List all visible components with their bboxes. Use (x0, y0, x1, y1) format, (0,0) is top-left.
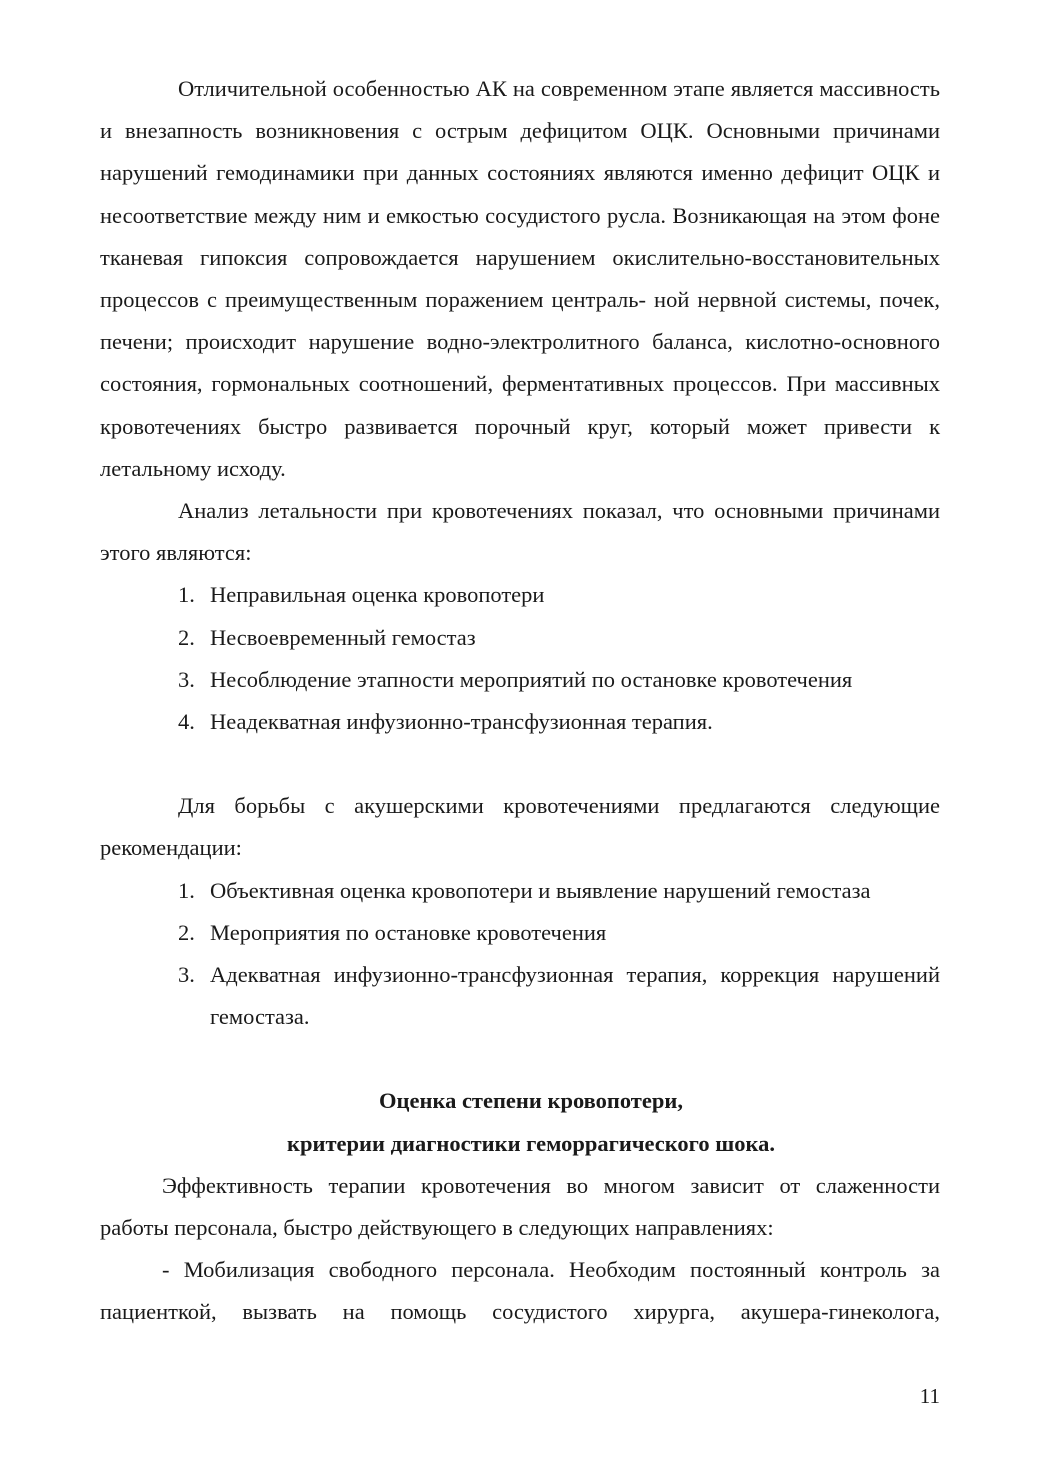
list-item-number: 2. (178, 919, 195, 945)
paragraph-recommendations: Для борьбы с акушерскими кровотечениями предлагаются следующие рекомендации: (100, 793, 940, 861)
list-item (100, 659, 940, 701)
list-item-text: Несоблюдение этапности мероприятий по остановке кровотечения (210, 666, 853, 692)
paragraph-lethality-analysis: Анализ летальности при кровотечениях показал, что основными причинами этого являются: (100, 498, 940, 566)
list-item-number: 4. (178, 709, 195, 735)
list-item-text: Неадекватная инфузионно-трансфузионная терапия. (210, 709, 713, 735)
lethality-causes-list (100, 574, 940, 743)
list-item (100, 701, 940, 743)
list-item-text: Несвоевременный гемостаз (210, 624, 476, 650)
paragraph-therapy-effectiveness: Эффективность терапии кровотечения во многом зависит от слаженности работы персонала, быстро действующего в следующих направлениях: (100, 1172, 940, 1241)
list-item (100, 870, 940, 912)
list-item-text: Неправильная оценка кровопотери (210, 582, 545, 608)
list-item-text: Мероприятия по остановке кровотечения (210, 919, 607, 945)
paragraph-staff-mobilization: - Мобилизация свободного персонала. Необходим постоянный контроль за пациенткой, вызвать на помощь сосудистого хирурга, акушера-гинеколога, (100, 1257, 940, 1325)
paragraph-intro: Отличительной особенностью АК на современном этапе является массивность и внезапность возникновения с острым дефицитом ОЦК. Основными причинами нарушений гемодинамики при данных состояниях являются именно дефицит ОЦК и несоответствие между ним и емкостью сосудистого русла. Возникающая на этом фоне тканевая гипоксия сопровождается нарушением окислительно-восстановительных процессов с преимущественным поражением централь- ной нервной системы, почек, печени; происходит нарушение водно-электролитного баланса, кислотно-основного состояния, гормональных соотношений, ферментативных процессов. При массивных кровотечениях быстро развивается порочный круг, который может привести к летальному исходу. (100, 76, 940, 481)
list-item (100, 574, 940, 616)
list-item-text: Объективная оценка кровопотери и выявление нарушений гемостаза (210, 877, 871, 903)
list-item-number: 1. (178, 877, 195, 903)
list-item-number: 1. (178, 582, 195, 608)
list-item-text: Адекватная инфузионно-трансфузионная терапия, коррекция нарушений гемостаза. (210, 962, 940, 1030)
document-page (100, 68, 940, 1334)
spacer (100, 1038, 940, 1080)
list-item-number: 3. (178, 962, 195, 988)
list-item (100, 954, 940, 1038)
page-number: 11 (919, 1384, 940, 1408)
recommendations-list (100, 870, 940, 1039)
list-item (100, 617, 940, 659)
list-item-number: 3. (178, 666, 195, 692)
section-heading-line-2: критерии диагностики геморрагического шока. (287, 1130, 775, 1156)
list-item (100, 912, 940, 954)
list-item-number: 2. (178, 624, 195, 650)
spacer (100, 743, 940, 785)
section-heading-line-1: Оценка степени кровопотери, (379, 1088, 683, 1114)
